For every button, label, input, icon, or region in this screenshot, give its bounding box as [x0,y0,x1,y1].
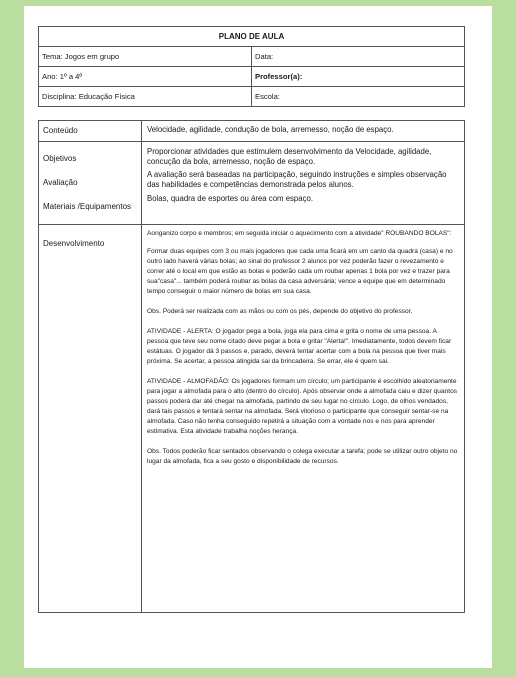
desenvolvimento-label: Desenvolvimento [39,225,142,613]
dev-paragraph: Obs. Todos poderão ficar sentados observando o colega executar a tarefa; pode se utilizar outro objeto no lugar da almofada, fica a seu gosto e disponibilidade de recursos. [147,448,458,465]
plan-table [38,120,465,613]
ano-cell: Ano: 1º a 4º [39,67,252,87]
conteudo-label: Conteúdo [39,121,142,142]
professor-cell: Professor(a): [252,67,465,87]
avaliacao-value: A avaliação será baseadas na participação, seguindo instruções e simples observação das habilidades e competências demonstrada pelos alunos. [147,170,447,189]
dev-paragraph: Formar duas equipes com 3 ou mais jogadores que cada uma ficará em um canto da quadra (casa) e no outro lado haverá várias bolas; ao sinal do professor 2 alunos por vez poderão fazer o revezamento e correr até o local em que estão as bolas e poderão cada um roubar apenas 1 bola por vez e trazer para sua"casa"... também poderá roubar as bolas da casa adversária; vence a equipe que em determinado tempo conseguir o maior número de bolas em sua casa. [147,248,453,295]
plan-title: PLANO DE AULA [39,27,465,47]
objetivos-avaliacao-values [142,142,465,225]
objetivos-avaliacao-labels [39,142,142,225]
conteudo-value: Velocidade, agilidade, condução de bola, arremesso, noção de espaço. [142,121,465,142]
objetivos-label: Objetivos [43,154,77,163]
document-page [24,6,492,668]
data-cell: Data: [252,47,465,67]
dev-paragraph: Aonganizo corpo e membros; em seguida iniciar o aquecimento com a atividade" ROUBANDO BOLAS": [147,230,452,237]
dev-paragraph: Obs. Poderá ser realizada com as mãos ou com os pés, depende do objetivo do professor. [147,308,413,315]
dev-paragraph: ATIVIDADE - ALERTA: O jogador pega a bola, joga ela para cima e grita o nome de uma pessoa. A pessoa que teve seu nome citado deve pegar a bola e gritar "Alerta!". Imediatamente, todos devem ficar estátuas. O jogador dá 3 passos e, parado, deverá tentar acertar com a bola na pessoa que tiver mais próxima. Se acertar, a pessoa atingida sai da brincadeira. Se errar, ele é quem sai. [147,328,452,365]
header-table [38,26,465,107]
avaliacao-label: Avaliação [43,178,78,187]
materiais-value: Bolas, quadra de esportes ou área com espaço. [147,194,314,203]
escola-cell: Escola: [252,87,465,107]
materiais-label: Materiais /Equipamentos [43,202,132,211]
objetivos-value: Proporcionar atividades que estimulem desenvolvimento da Velocidade, agilidade, concução da bola, arremesso, noção de espaço. [147,147,432,166]
disciplina-cell: Disciplina: Educação Física [39,87,252,107]
desenvolvimento-value [142,225,465,613]
dev-paragraph: ATIVIDADE - ALMOFADÃO: Os jogadores formam um círculo; um participante é escolhido aleatoriamente para jogar a almofada para o alto (dentro do círculo). Após observar onde a almofada caiu e dizer quantos passos poderá dar até chegar na almofada, partindo de seu lugar no círculo. Logo, de olhos vendados, dará tais passos e tentará sentar na almofada. Será vitorioso o participante que conseguir sentar-se na almofada. Caso não tenha conseguido repetirá a situação com a vontade nos e nos para aprender estimativa. Esta atividade trabalha noções herança. [147,378,458,435]
tema-cell: Tema: Jogos em grupo [39,47,252,67]
